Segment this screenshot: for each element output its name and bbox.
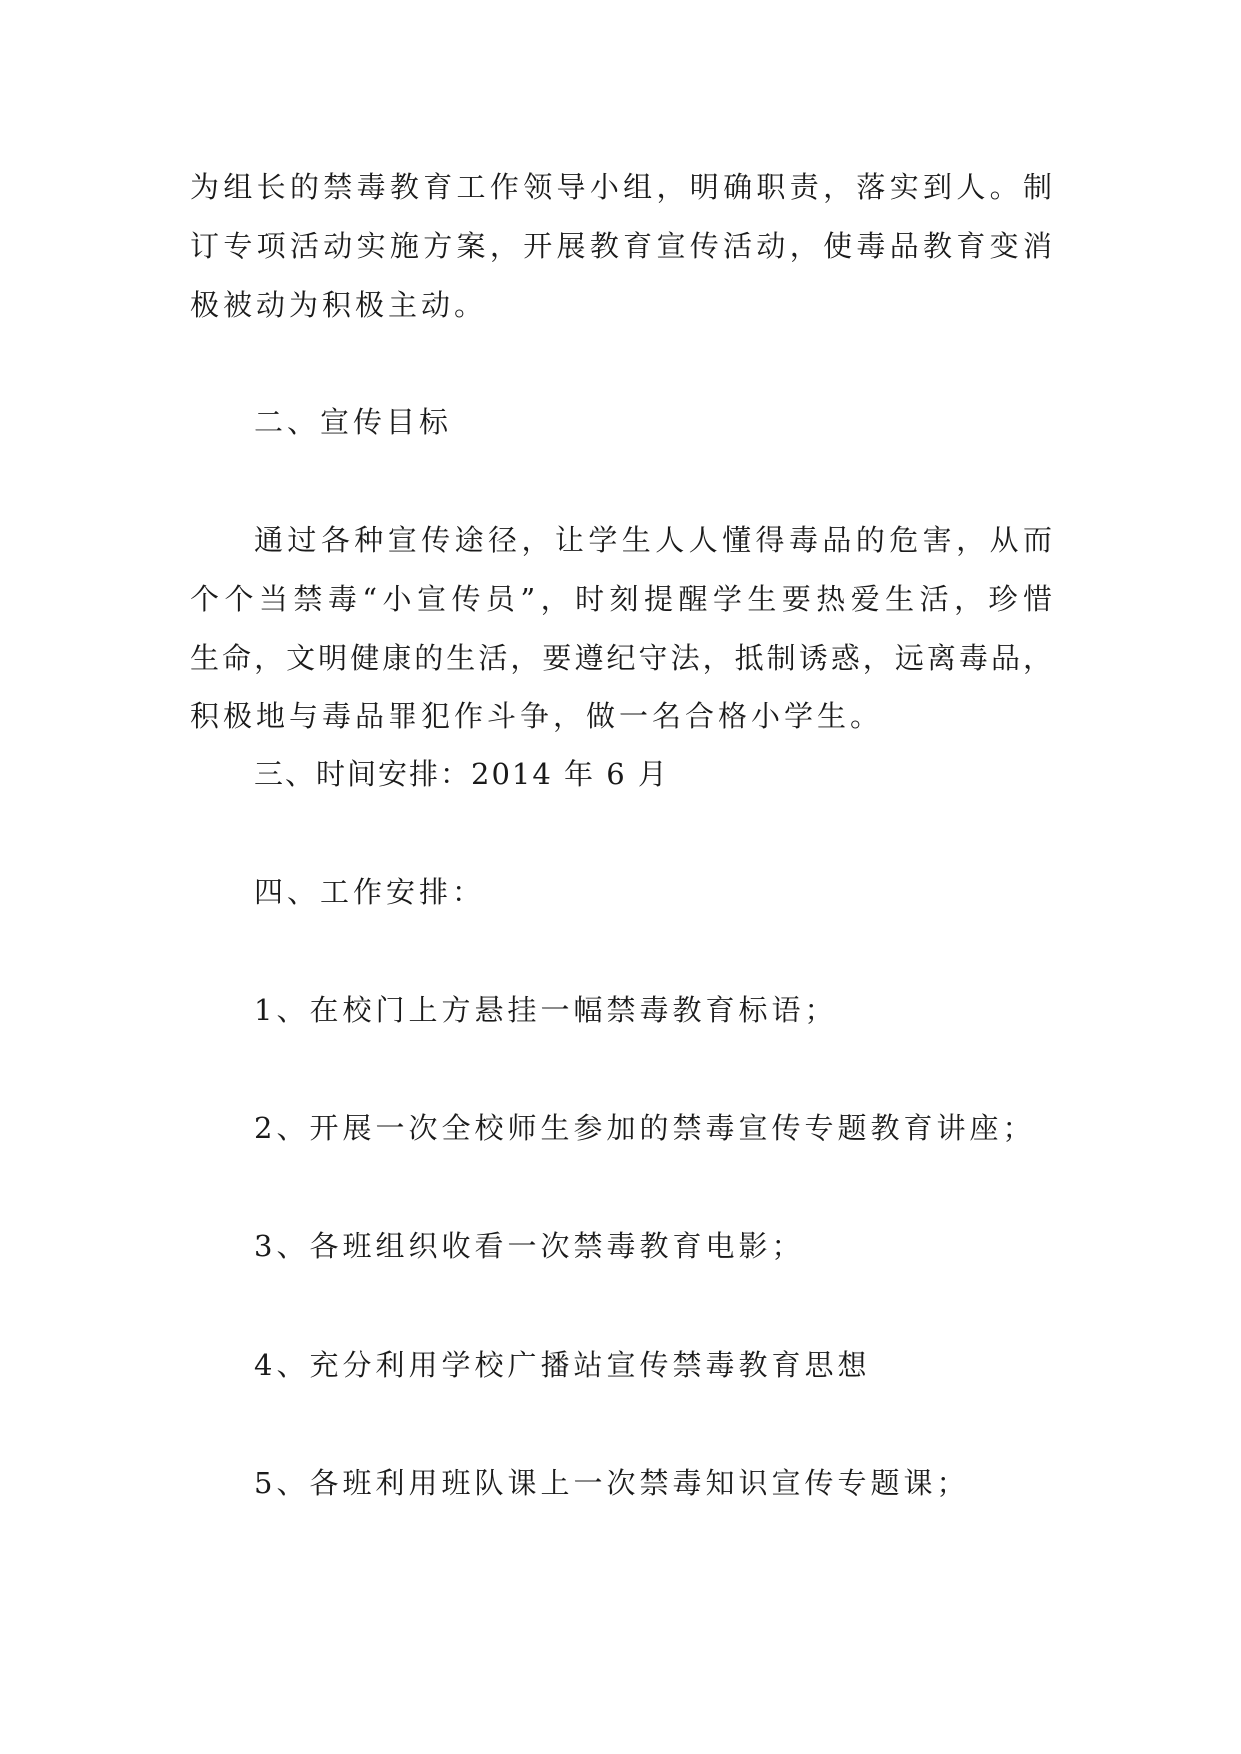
paragraph-line: 通过各种宣传途径，让学生人人懂得毒品的危害，从而: [254, 523, 1052, 557]
list-item: 3、各班组织收看一次禁毒教育电影；: [254, 1229, 805, 1263]
list-item: 4、充分利用学校广播站宣传禁毒教育思想: [254, 1348, 871, 1382]
list-item: 2、开展一次全校师生参加的禁毒宣传专题教育讲座；: [254, 1111, 1036, 1145]
paragraph-line: 为组长的禁毒教育工作领导小组，明确职责，落实到人。制: [190, 170, 1052, 204]
list-item: 1、在校门上方悬挂一幅禁毒教育标语；: [254, 993, 838, 1027]
paragraph-line: 生命，文明健康的生活，要遵纪守法，抵制诱惑，远离毒品，: [190, 641, 1052, 675]
section-heading: 三、时间安排：2014 年 6 月: [254, 757, 669, 791]
paragraph-line: 个个当禁毒“小宣传员”，时刻提醒学生要热爱生活，珍惜: [190, 582, 1052, 616]
paragraph-line: 极被动为积极主动。: [190, 288, 488, 322]
paragraph-line: 积极地与毒品罪犯作斗争，做一名合格小学生。: [190, 699, 884, 733]
list-item: 5、各班利用班队课上一次禁毒知识宣传专题课；: [254, 1466, 970, 1500]
section-heading: 四、工作安排：: [254, 875, 486, 909]
paragraph-line: 订专项活动实施方案，开展教育宣传活动，使毒品教育变消: [190, 229, 1052, 263]
section-heading: 二、宣传目标: [254, 405, 453, 439]
